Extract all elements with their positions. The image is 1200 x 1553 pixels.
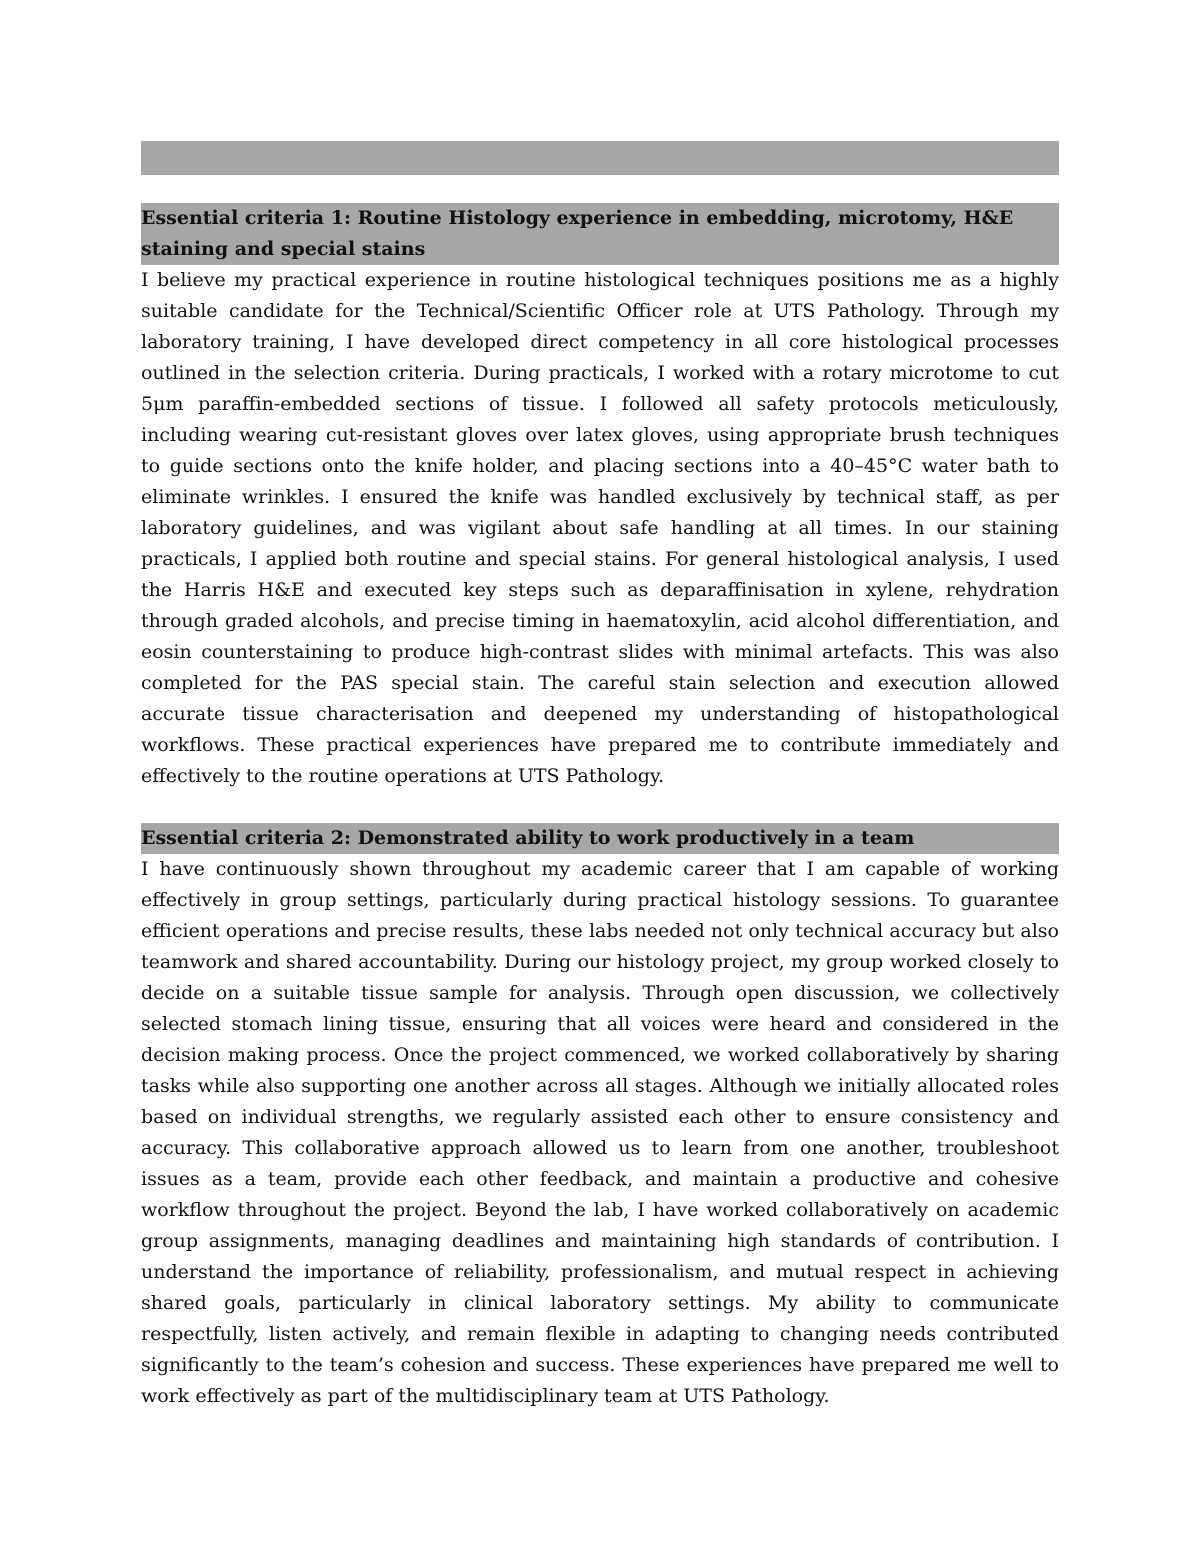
header-shaded-bar [141, 141, 1059, 175]
criteria-1-body: I believe my practical experience in routine histological techniques positions me as a highly suitable candidate for the Technical/Scientific Officer role at UTS Pathology. Through my laboratory training, I have developed direct competency in all core histological processes outlined in the selection criteria. During practicals, I worked with a rotary microtome to cut 5μm paraffin-embedded sections of tissue. I followed all safety protocols meticulously, including wearing cut-resistant gloves over latex gloves, using appropriate brush techniques to guide sections onto the knife holder, and placing sections into a 40–45°C water bath to eliminate wrinkles. I ensured the knife was handled exclusively by technical staff, as per laboratory guidelines, and was vigilant about safe handling at all times. In our staining practicals, I applied both routine and special stains. For general histological analysis, I used the Harris H&E and executed key steps such as deparaffinisation in xylene, rehydration through graded alcohols, and precise timing in haematoxylin, acid alcohol differentiation, and eosin counterstaining to produce high-contrast slides with minimal artefacts. This was also completed for the PAS special stain. The careful stain selection and execution allowed accurate tissue characterisation and deepened my understanding of histopathological workflows. These practical experiences have prepared me to contribute immediately and effectively to the routine operations at UTS Pathology. [141, 269, 1059, 787]
criteria-1-heading: Essential criteria 1: Routine Histology experience in embedding, microtomy, H&E staining and special stains [141, 203, 1059, 265]
criteria-2-heading: Essential criteria 2: Demonstrated ability to work productively in a team [141, 823, 1059, 854]
criteria-2-body: I have continuously shown throughout my academic career that I am capable of working effectively in group settings, particularly during practical histology sessions. To guarantee efficient operations and precise results, these labs needed not only technical accuracy but also teamwork and shared accountability. During our histology project, my group worked closely to decide on a suitable tissue sample for analysis. Through open discussion, we collectively selected stomach lining tissue, ensuring that all voices were heard and considered in the decision making process. Once the project commenced, we worked collaboratively by sharing tasks while also supporting one another across all stages. Although we initially allocated roles based on individual strengths, we regularly assisted each other to ensure consistency and accuracy. This collaborative approach allowed us to learn from one another, troubleshoot issues as a team, provide each other feedback, and maintain a productive and cohesive workflow throughout the project. Beyond the lab, I have worked collaboratively on academic group assignments, managing deadlines and maintaining high standards of contribution. I understand the importance of reliability, professionalism, and mutual respect in achieving shared goals, particularly in clinical laboratory settings. My ability to communicate respectfully, listen actively, and remain flexible in adapting to changing needs contributed significantly to the team’s cohesion and success. These experiences have prepared me well to work effectively as part of the multidisciplinary team at UTS Pathology. [141, 858, 1059, 1407]
section-spacer [141, 792, 1059, 823]
document-page [141, 141, 1059, 1412]
